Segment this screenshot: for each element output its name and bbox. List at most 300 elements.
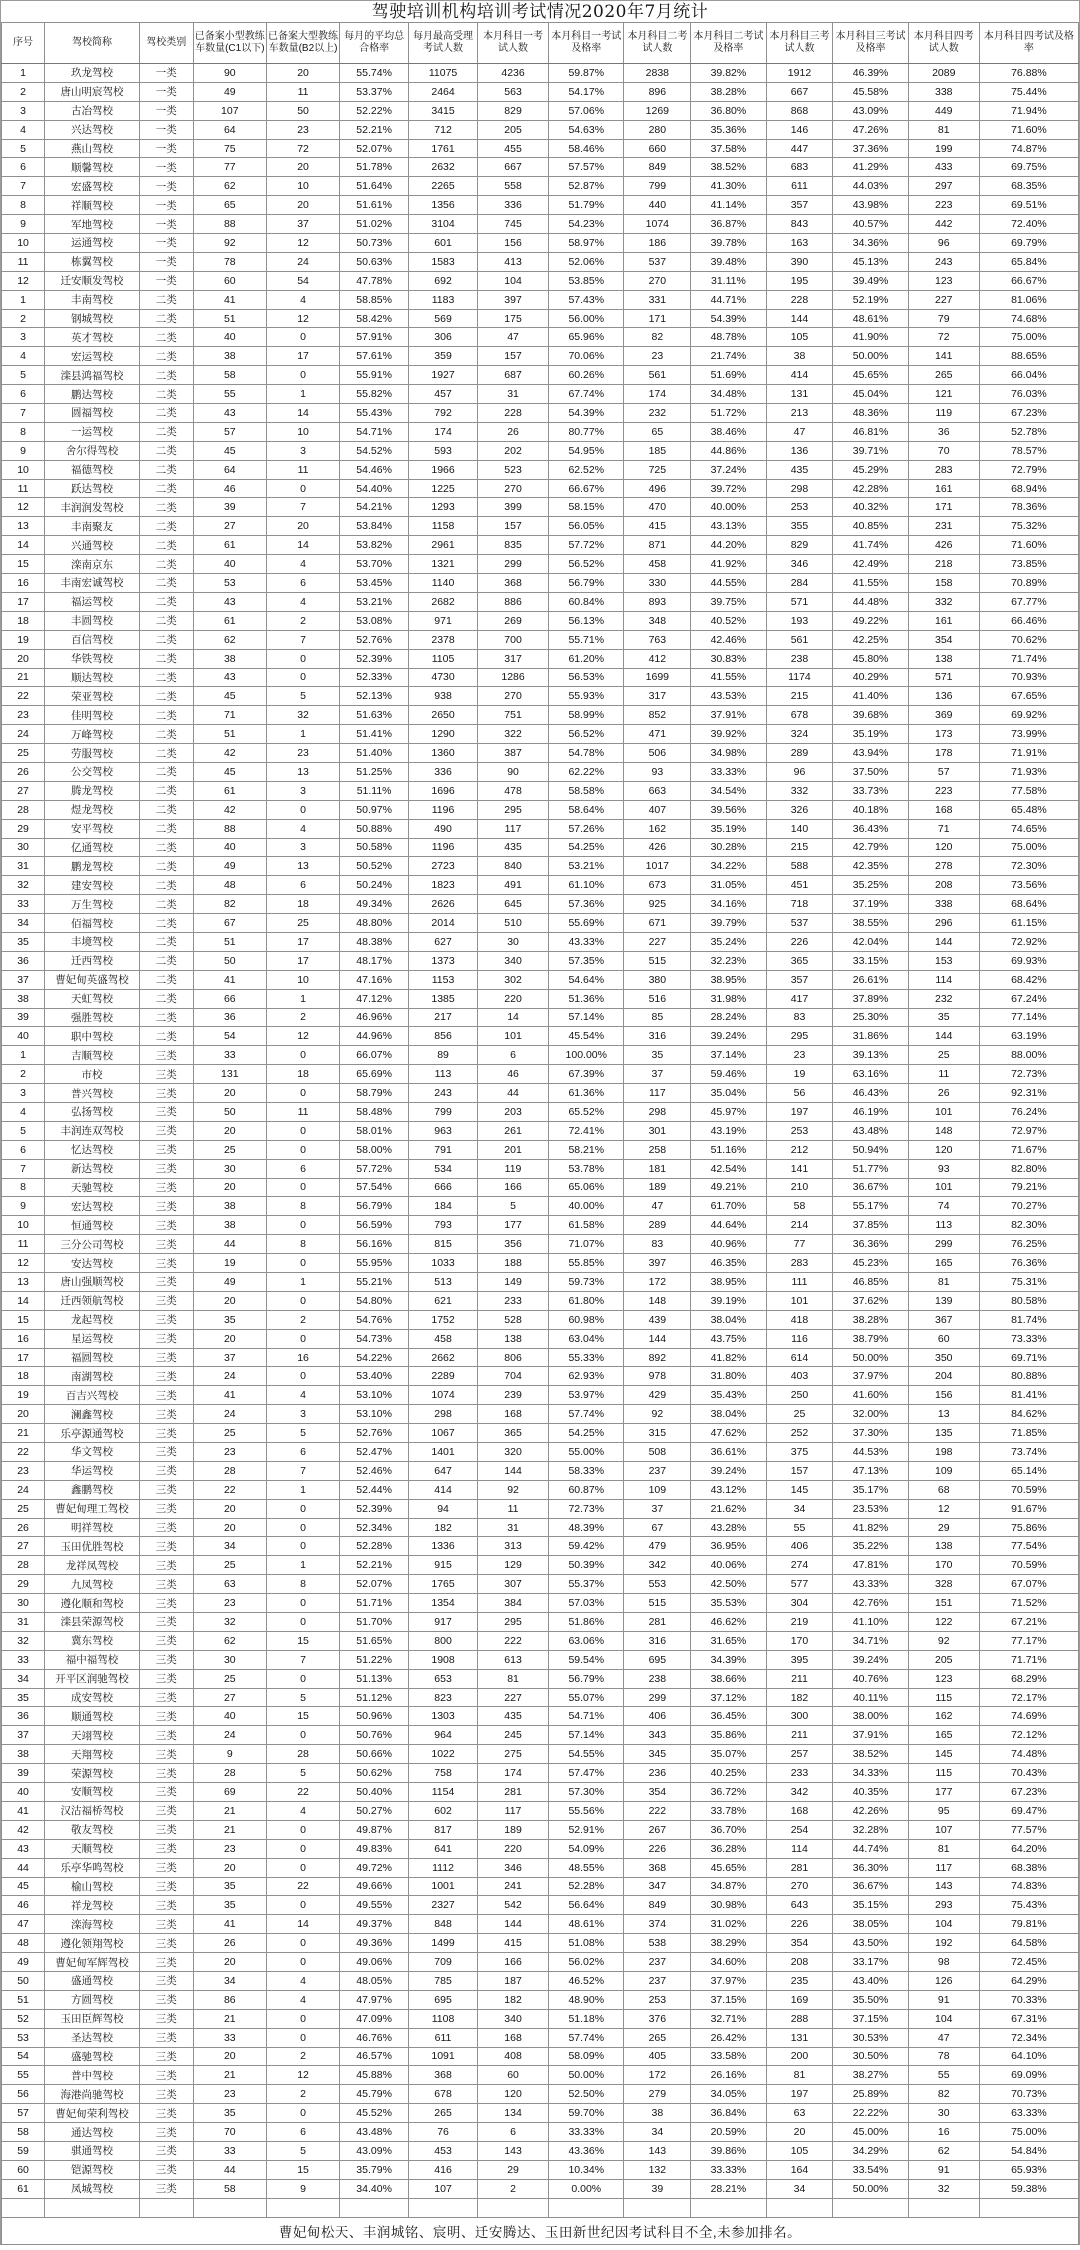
cell-large-car-count: 6	[266, 876, 339, 895]
cell-large-car-count: 15	[266, 2160, 339, 2179]
cell-school-name: 盛驰驾校	[45, 2047, 140, 2066]
cell-school-name: 骐通驾校	[45, 2141, 140, 2160]
cell-subject1-count: 189	[478, 1820, 549, 1839]
cell-subject2-rate: 36.84%	[691, 2104, 766, 2123]
table-row	[2, 2141, 1079, 2160]
cell-subject3-rate: 40.35%	[833, 1783, 908, 1802]
col-header-subject1-count: 本月科目一考试人数	[478, 23, 549, 64]
cell-subject3-count: 667	[766, 82, 833, 101]
cell-subject2-count: 849	[624, 158, 691, 177]
cell-avg-pass-rate: 58.01%	[340, 1121, 409, 1140]
cell-max-exam-count: 416	[409, 2160, 478, 2179]
cell-subject2-rate: 37.24%	[691, 460, 766, 479]
table-row	[2, 838, 1079, 857]
cell-max-exam-count: 2626	[409, 895, 478, 914]
cell-subject1-rate: 80.77%	[549, 422, 624, 441]
cell-subject3-count: 1912	[766, 64, 833, 83]
cell-subject4-rate: 71.52%	[979, 1594, 1078, 1613]
cell-subject3-count: 101	[766, 1291, 833, 1310]
cell-school-category: 一类	[139, 158, 193, 177]
table-row	[2, 2066, 1079, 2085]
cell-subject1-rate: 58.15%	[549, 498, 624, 517]
table-row	[2, 2085, 1079, 2104]
cell-subject4-count: 173	[908, 725, 979, 744]
cell-subject4-count: 126	[908, 1971, 979, 1990]
cell-seq: 7	[2, 1159, 45, 1178]
cell-subject4-rate: 72.92%	[979, 932, 1078, 951]
cell-small-car-count: 55	[193, 385, 266, 404]
cell-avg-pass-rate: 48.80%	[340, 914, 409, 933]
cell-large-car-count: 1	[266, 725, 339, 744]
cell-large-car-count: 23	[266, 120, 339, 139]
cell-seq: 38	[2, 989, 45, 1008]
cell-school-category: 一类	[139, 196, 193, 215]
cell-subject4-count: 296	[908, 914, 979, 933]
cell-subject1-rate: 54.95%	[549, 441, 624, 460]
cell-subject3-count: 157	[766, 1461, 833, 1480]
cell-subject2-rate: 32.71%	[691, 2009, 766, 2028]
cell-max-exam-count: 1583	[409, 252, 478, 271]
cell-subject4-rate: 75.31%	[979, 1273, 1078, 1292]
cell-subject2-count: 172	[624, 1273, 691, 1292]
table-row	[2, 1197, 1079, 1216]
cell-small-car-count: 86	[193, 1990, 266, 2009]
cell-small-car-count: 21	[193, 1801, 266, 1820]
cell-seq: 59	[2, 2141, 45, 2160]
cell-avg-pass-rate: 46.57%	[340, 2047, 409, 2066]
cell-large-car-count: 4	[266, 290, 339, 309]
cell-small-car-count: 41	[193, 290, 266, 309]
cell-subject2-count: 2838	[624, 64, 691, 83]
table-row	[2, 517, 1079, 536]
cell-avg-pass-rate: 52.39%	[340, 649, 409, 668]
cell-subject3-count: 357	[766, 970, 833, 989]
empty-cell	[2, 2198, 45, 2217]
cell-subject2-count: 189	[624, 1178, 691, 1197]
cell-school-category: 三类	[139, 1537, 193, 1556]
cell-subject2-count: 317	[624, 687, 691, 706]
cell-subject2-rate: 38.95%	[691, 970, 766, 989]
cell-subject1-count: 104	[478, 271, 549, 290]
cell-subject2-rate: 35.04%	[691, 1084, 766, 1103]
cell-max-exam-count: 2650	[409, 706, 478, 725]
table-row	[2, 1310, 1079, 1329]
cell-subject3-count: 182	[766, 1688, 833, 1707]
cell-small-car-count: 38	[193, 1197, 266, 1216]
cell-large-car-count: 5	[266, 1424, 339, 1443]
cell-max-exam-count: 791	[409, 1140, 478, 1159]
cell-max-exam-count: 695	[409, 1990, 478, 2009]
cell-avg-pass-rate: 46.76%	[340, 2028, 409, 2047]
cell-subject1-rate: 57.06%	[549, 101, 624, 120]
cell-subject1-count: 336	[478, 196, 549, 215]
cell-subject4-count: 98	[908, 1953, 979, 1972]
cell-subject3-rate: 50.00%	[833, 347, 908, 366]
cell-subject2-count: 34	[624, 2123, 691, 2142]
cell-max-exam-count: 2289	[409, 1367, 478, 1386]
cell-subject3-rate: 45.58%	[833, 82, 908, 101]
cell-school-name: 福圆驾校	[45, 1348, 140, 1367]
cell-subject2-count: 38	[624, 2104, 691, 2123]
cell-seq: 10	[2, 1216, 45, 1235]
cell-small-car-count: 92	[193, 234, 266, 253]
cell-max-exam-count: 799	[409, 1102, 478, 1121]
cell-subject2-rate: 28.24%	[691, 1008, 766, 1027]
cell-school-category: 二类	[139, 441, 193, 460]
cell-subject4-count: 223	[908, 781, 979, 800]
table-row	[2, 498, 1079, 517]
cell-school-category: 二类	[139, 611, 193, 630]
page-title: 驾驶培训机构培训考试情况2020年7月统计	[1, 1, 1079, 22]
table-row	[2, 1650, 1079, 1669]
cell-small-car-count: 42	[193, 800, 266, 819]
table-row	[2, 1102, 1079, 1121]
cell-small-car-count: 71	[193, 706, 266, 725]
cell-subject4-rate: 76.36%	[979, 1254, 1078, 1273]
cell-large-car-count: 13	[266, 857, 339, 876]
cell-seq: 13	[2, 1273, 45, 1292]
cell-school-name: 宏运驾校	[45, 347, 140, 366]
cell-subject1-rate: 54.63%	[549, 120, 624, 139]
cell-school-category: 一类	[139, 82, 193, 101]
cell-subject4-rate: 72.97%	[979, 1121, 1078, 1140]
cell-subject3-rate: 35.17%	[833, 1480, 908, 1499]
cell-school-category: 三类	[139, 2085, 193, 2104]
col-header-subject2-count: 本月科目二考试人数	[624, 23, 691, 64]
cell-seq: 40	[2, 1783, 45, 1802]
cell-school-name: 玉田优胜驾校	[45, 1537, 140, 1556]
cell-subject4-rate: 82.80%	[979, 1159, 1078, 1178]
cell-subject1-count: 886	[478, 592, 549, 611]
cell-avg-pass-rate: 52.13%	[340, 687, 409, 706]
cell-small-car-count: 46	[193, 479, 266, 498]
cell-large-car-count: 72	[266, 139, 339, 158]
cell-subject3-rate: 40.29%	[833, 668, 908, 687]
cell-subject3-count: 611	[766, 177, 833, 196]
cell-large-car-count: 3	[266, 441, 339, 460]
cell-subject1-count: 275	[478, 1745, 549, 1764]
cell-subject1-count: 149	[478, 1273, 549, 1292]
col-header-avg-pass-rate: 每月的平均总合格率	[340, 23, 409, 64]
cell-subject2-count: 65	[624, 422, 691, 441]
cell-subject3-count: 238	[766, 649, 833, 668]
cell-school-category: 三类	[139, 1688, 193, 1707]
cell-subject3-rate: 46.19%	[833, 1102, 908, 1121]
cell-subject1-count: 227	[478, 1688, 549, 1707]
cell-subject4-rate: 71.67%	[979, 1140, 1078, 1159]
cell-subject3-count: 354	[766, 1934, 833, 1953]
cell-small-car-count: 28	[193, 1461, 266, 1480]
cell-school-name: 跃达驾校	[45, 479, 140, 498]
cell-subject3-count: 614	[766, 1348, 833, 1367]
cell-large-car-count: 0	[266, 1140, 339, 1159]
cell-subject3-rate: 43.98%	[833, 196, 908, 215]
cell-small-car-count: 20	[193, 1178, 266, 1197]
cell-subject4-rate: 82.30%	[979, 1216, 1078, 1235]
cell-subject1-count: 201	[478, 1140, 549, 1159]
cell-subject4-count: 136	[908, 687, 979, 706]
cell-school-name: 曹妃甸英盛驾校	[45, 970, 140, 989]
cell-avg-pass-rate: 51.40%	[340, 744, 409, 763]
cell-small-car-count: 58	[193, 366, 266, 385]
cell-subject2-count: 174	[624, 385, 691, 404]
cell-avg-pass-rate: 43.09%	[340, 2141, 409, 2160]
cell-max-exam-count: 1966	[409, 460, 478, 479]
cell-subject4-count: 571	[908, 668, 979, 687]
cell-subject3-rate: 35.15%	[833, 1896, 908, 1915]
cell-subject2-count: 763	[624, 630, 691, 649]
cell-subject3-rate: 32.28%	[833, 1820, 908, 1839]
cell-school-name: 亿通驾校	[45, 838, 140, 857]
cell-large-car-count: 1	[266, 385, 339, 404]
cell-small-car-count: 51	[193, 725, 266, 744]
cell-subject3-count: 170	[766, 1631, 833, 1650]
table-row	[2, 460, 1079, 479]
cell-subject1-rate: 57.47%	[549, 1764, 624, 1783]
cell-subject4-rate: 67.65%	[979, 687, 1078, 706]
cell-subject1-count: 119	[478, 1159, 549, 1178]
cell-seq: 58	[2, 2123, 45, 2142]
cell-subject2-rate: 39.24%	[691, 1027, 766, 1046]
cell-subject2-rate: 43.19%	[691, 1121, 766, 1140]
cell-subject2-count: 279	[624, 2085, 691, 2104]
cell-school-name: 福德驾校	[45, 460, 140, 479]
table-row	[2, 1990, 1079, 2009]
cell-max-exam-count: 793	[409, 1216, 478, 1235]
cell-subject2-rate: 37.15%	[691, 1990, 766, 2009]
cell-subject3-rate: 38.28%	[833, 1310, 908, 1329]
cell-subject3-rate: 38.27%	[833, 2066, 908, 2085]
cell-small-car-count: 33	[193, 2141, 266, 2160]
cell-subject2-rate: 35.19%	[691, 819, 766, 838]
cell-school-name: 安达驾校	[45, 1254, 140, 1273]
cell-subject1-count: 704	[478, 1367, 549, 1386]
cell-subject3-rate: 31.86%	[833, 1027, 908, 1046]
table-row	[2, 347, 1079, 366]
cell-subject4-count: 95	[908, 1801, 979, 1820]
cell-small-car-count: 23	[193, 1594, 266, 1613]
table-row	[2, 1518, 1079, 1537]
table-row	[2, 82, 1079, 101]
cell-subject2-rate: 21.62%	[691, 1499, 766, 1518]
cell-subject4-rate: 74.83%	[979, 1877, 1078, 1896]
cell-seq: 6	[2, 158, 45, 177]
cell-subject3-rate: 43.09%	[833, 101, 908, 120]
cell-subject3-count: 34	[766, 2179, 833, 2198]
cell-max-exam-count: 1067	[409, 1424, 478, 1443]
cell-school-category: 三类	[139, 1480, 193, 1499]
cell-subject2-count: 280	[624, 120, 691, 139]
cell-subject3-rate: 43.50%	[833, 1934, 908, 1953]
cell-school-category: 三类	[139, 1273, 193, 1292]
cell-subject2-rate: 31.98%	[691, 989, 766, 1008]
cell-seq: 12	[2, 498, 45, 517]
cell-large-car-count: 0	[266, 2104, 339, 2123]
cell-subject2-rate: 41.82%	[691, 1348, 766, 1367]
cell-avg-pass-rate: 52.33%	[340, 668, 409, 687]
cell-subject1-count: 166	[478, 1178, 549, 1197]
cell-subject4-rate: 69.75%	[979, 158, 1078, 177]
table-row	[2, 2028, 1079, 2047]
table-row	[2, 592, 1079, 611]
cell-school-name: 兴达驾校	[45, 120, 140, 139]
cell-subject1-rate: 58.64%	[549, 800, 624, 819]
cell-subject1-count: 245	[478, 1726, 549, 1745]
cell-small-car-count: 22	[193, 1480, 266, 1499]
cell-avg-pass-rate: 52.46%	[340, 1461, 409, 1480]
cell-subject2-count: 237	[624, 1971, 691, 1990]
cell-school-name: 曹妃甸军辉驾校	[45, 1953, 140, 1972]
cell-max-exam-count: 1196	[409, 838, 478, 857]
cell-seq: 28	[2, 1556, 45, 1575]
cell-small-car-count: 44	[193, 1235, 266, 1254]
cell-subject4-rate: 71.71%	[979, 1650, 1078, 1669]
cell-school-name: 鹏龙驾校	[45, 857, 140, 876]
cell-subject3-rate: 38.52%	[833, 1745, 908, 1764]
cell-subject3-count: 355	[766, 517, 833, 536]
cell-subject3-rate: 39.71%	[833, 441, 908, 460]
cell-small-car-count: 62	[193, 630, 266, 649]
cell-school-category: 一类	[139, 234, 193, 253]
cell-school-name: 祥顺驾校	[45, 196, 140, 215]
table-row	[2, 1726, 1079, 1745]
cell-subject3-rate: 43.40%	[833, 1971, 908, 1990]
cell-max-exam-count: 1401	[409, 1443, 478, 1462]
table-row	[2, 1764, 1079, 1783]
cell-subject1-count: 222	[478, 1631, 549, 1650]
cell-subject2-count: 162	[624, 819, 691, 838]
cell-subject4-count: 60	[908, 1329, 979, 1348]
cell-subject2-rate: 41.55%	[691, 668, 766, 687]
cell-large-car-count: 0	[266, 1046, 339, 1065]
cell-subject1-count: 31	[478, 385, 549, 404]
cell-subject3-rate: 30.53%	[833, 2028, 908, 2047]
cell-subject2-count: 83	[624, 1235, 691, 1254]
cell-subject4-count: 442	[908, 215, 979, 234]
cell-avg-pass-rate: 54.71%	[340, 422, 409, 441]
cell-max-exam-count: 359	[409, 347, 478, 366]
cell-small-car-count: 33	[193, 2028, 266, 2047]
cell-subject2-count: 1074	[624, 215, 691, 234]
cell-subject3-count: 146	[766, 120, 833, 139]
cell-small-car-count: 45	[193, 687, 266, 706]
cell-small-car-count: 66	[193, 989, 266, 1008]
stats-table	[1, 22, 1079, 2245]
cell-seq: 9	[2, 441, 45, 460]
cell-subject3-rate: 42.26%	[833, 1801, 908, 1820]
cell-subject1-count: 408	[478, 2047, 549, 2066]
cell-subject1-count: 542	[478, 1896, 549, 1915]
cell-subject4-count: 25	[908, 1046, 979, 1065]
cell-subject1-rate: 54.71%	[549, 1707, 624, 1726]
cell-subject3-count: 346	[766, 555, 833, 574]
cell-subject3-count: 375	[766, 1443, 833, 1462]
cell-subject2-count: 368	[624, 1858, 691, 1877]
table-row	[2, 1008, 1079, 1027]
cell-subject3-rate: 35.22%	[833, 1537, 908, 1556]
cell-subject1-count: 558	[478, 177, 549, 196]
cell-subject4-rate: 63.33%	[979, 2104, 1078, 2123]
cell-avg-pass-rate: 51.78%	[340, 158, 409, 177]
cell-avg-pass-rate: 58.85%	[340, 290, 409, 309]
cell-subject2-count: 406	[624, 1707, 691, 1726]
cell-max-exam-count: 815	[409, 1235, 478, 1254]
cell-subject4-rate: 66.67%	[979, 271, 1078, 290]
table-row	[2, 706, 1079, 725]
cell-subject2-rate: 34.22%	[691, 857, 766, 876]
cell-school-category: 二类	[139, 328, 193, 347]
cell-school-category: 二类	[139, 762, 193, 781]
cell-subject4-rate: 69.47%	[979, 1801, 1078, 1820]
table-row	[2, 1159, 1079, 1178]
cell-subject2-rate: 42.50%	[691, 1575, 766, 1594]
cell-seq: 22	[2, 687, 45, 706]
cell-school-name: 九凤驾校	[45, 1575, 140, 1594]
cell-subject4-rate: 92.31%	[979, 1084, 1078, 1103]
cell-school-category: 三类	[139, 1216, 193, 1235]
cell-school-name: 澜鑫驾校	[45, 1405, 140, 1424]
table-row	[2, 1783, 1079, 1802]
cell-seq: 8	[2, 196, 45, 215]
cell-subject1-rate: 58.09%	[549, 2047, 624, 2066]
cell-subject4-rate: 66.46%	[979, 611, 1078, 630]
table-row	[2, 177, 1079, 196]
cell-subject1-rate: 59.54%	[549, 1650, 624, 1669]
cell-subject2-rate: 40.96%	[691, 1235, 766, 1254]
cell-subject3-count: 274	[766, 1556, 833, 1575]
cell-subject3-rate: 37.19%	[833, 895, 908, 914]
cell-subject1-count: 157	[478, 517, 549, 536]
cell-subject3-count: 111	[766, 1273, 833, 1292]
cell-subject1-count: 313	[478, 1537, 549, 1556]
cell-subject3-rate: 41.10%	[833, 1613, 908, 1632]
cell-subject4-count: 354	[908, 630, 979, 649]
cell-school-name: 兴通驾校	[45, 536, 140, 555]
cell-school-category: 三类	[139, 1140, 193, 1159]
cell-subject3-count: 577	[766, 1575, 833, 1594]
cell-subject3-rate: 43.33%	[833, 1575, 908, 1594]
cell-max-exam-count: 298	[409, 1405, 478, 1424]
cell-subject1-rate: 51.86%	[549, 1613, 624, 1632]
cell-max-exam-count: 1354	[409, 1594, 478, 1613]
cell-school-name: 职中驾校	[45, 1027, 140, 1046]
cell-subject3-count: 63	[766, 2104, 833, 2123]
cell-avg-pass-rate: 58.42%	[340, 309, 409, 328]
cell-subject3-rate: 45.80%	[833, 649, 908, 668]
cell-subject1-count: 270	[478, 479, 549, 498]
cell-max-exam-count: 964	[409, 1726, 478, 1745]
cell-seq: 33	[2, 1650, 45, 1669]
cell-school-name: 舍尔得驾校	[45, 441, 140, 460]
cell-school-name: 星运驾校	[45, 1329, 140, 1348]
cell-subject2-count: 171	[624, 309, 691, 328]
cell-subject2-count: 496	[624, 479, 691, 498]
cell-max-exam-count: 712	[409, 120, 478, 139]
cell-subject2-count: 47	[624, 1197, 691, 1216]
cell-school-category: 三类	[139, 1783, 193, 1802]
cell-avg-pass-rate: 56.16%	[340, 1235, 409, 1254]
cell-max-exam-count: 915	[409, 1556, 478, 1575]
cell-large-car-count: 0	[266, 800, 339, 819]
cell-subject4-rate: 77.17%	[979, 1631, 1078, 1650]
cell-subject3-rate: 33.15%	[833, 951, 908, 970]
cell-subject4-count: 144	[908, 1027, 979, 1046]
cell-max-exam-count: 569	[409, 309, 478, 328]
cell-avg-pass-rate: 47.16%	[340, 970, 409, 989]
cell-subject4-count: 104	[908, 2009, 979, 2028]
cell-school-category: 三类	[139, 1348, 193, 1367]
cell-max-exam-count: 971	[409, 611, 478, 630]
